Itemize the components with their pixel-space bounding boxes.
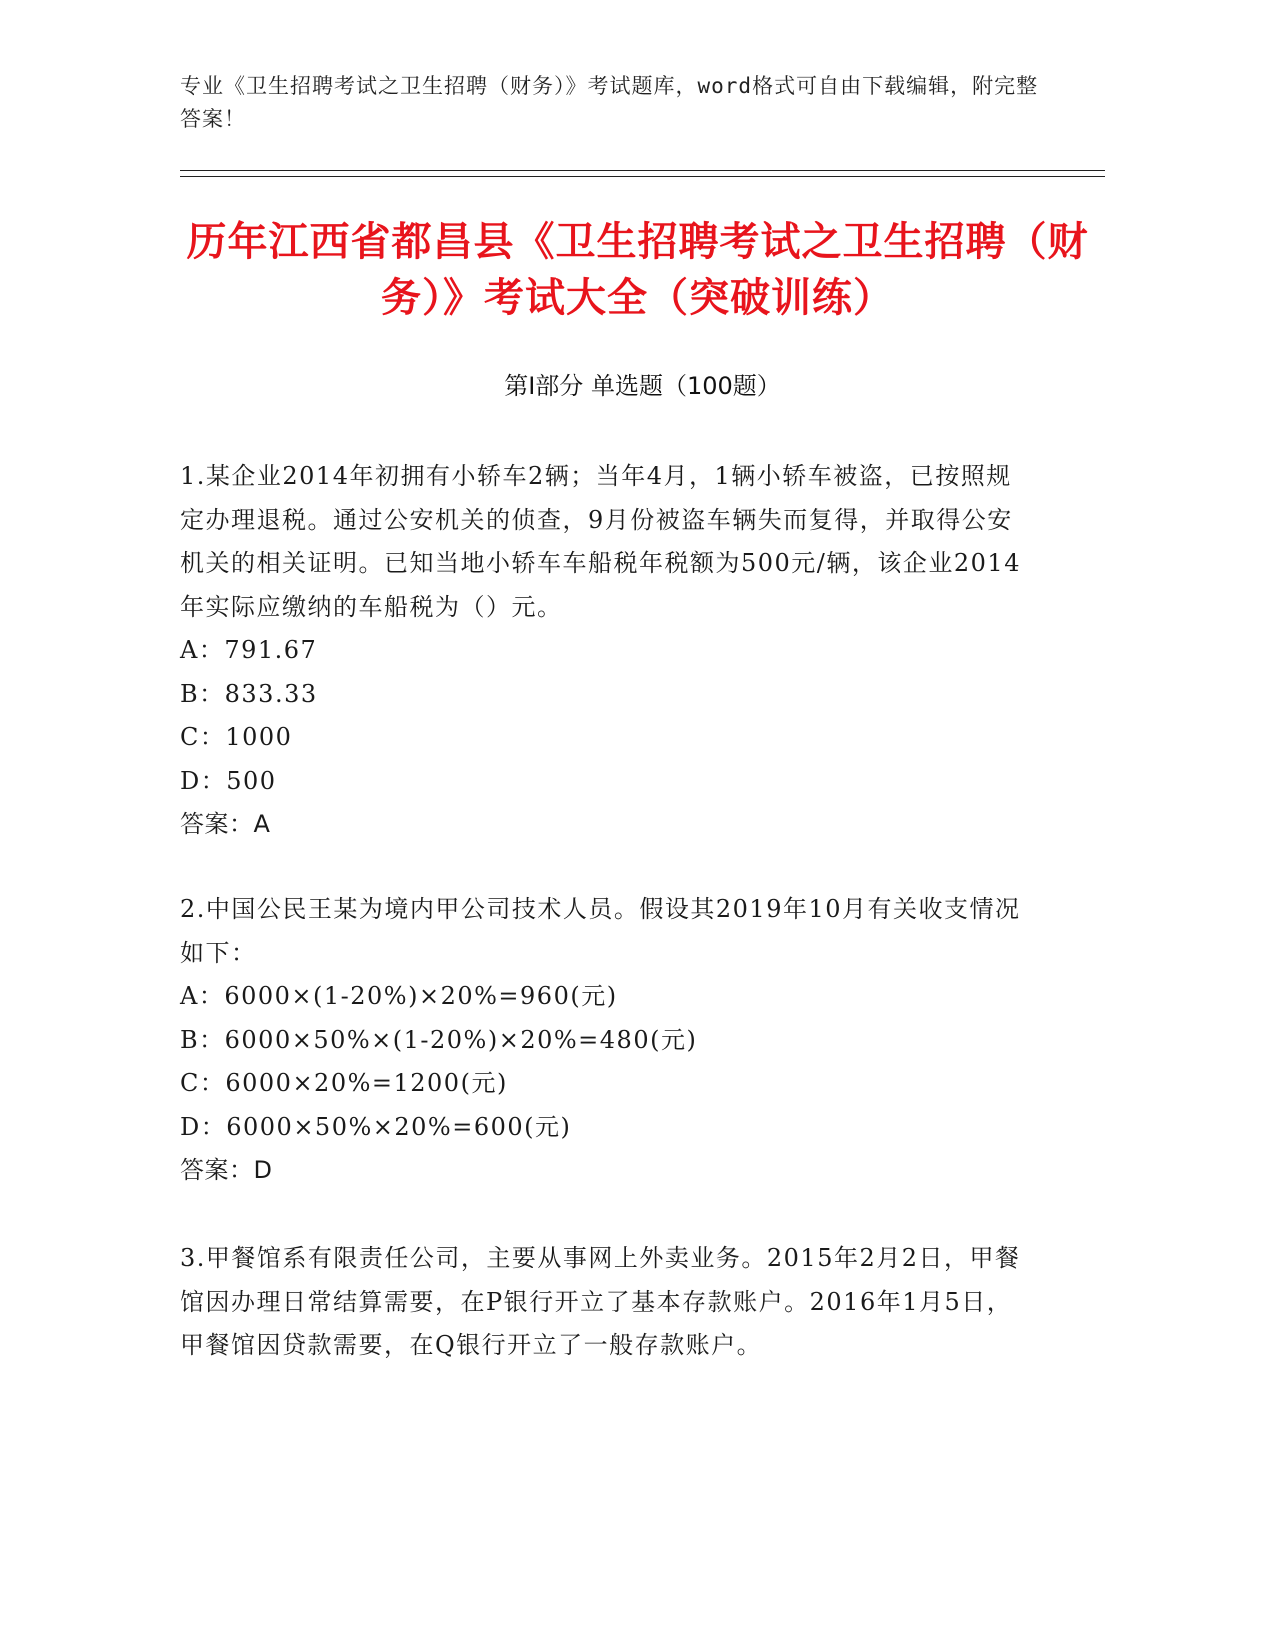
question-3 <box>180 1237 1030 1368</box>
option-a: A：791.67 <box>180 636 318 664</box>
document-title: 历年江西省都昌县《卫生招聘考试之卫生招聘（财务）》考试大全（突破训练） <box>186 219 1089 321</box>
option-a: A：6000×(1-20%)×20%=960(元) <box>180 982 618 1010</box>
header-rule-bottom <box>180 176 1105 177</box>
option-d: D：500 <box>180 766 277 795</box>
header-note: 专业《卫生招聘考试之卫生招聘（财务）》考试题库，word格式可自由下载编辑，附完整答案！ <box>180 74 1039 131</box>
option-b: B：6000×50%×(1-20%)×20%=480(元) <box>180 1025 698 1054</box>
option-c: C：1000 <box>180 723 293 751</box>
option-b: B：833.33 <box>180 679 318 708</box>
option-c: C：6000×20%=1200(元) <box>180 1069 508 1097</box>
section-title: 第I部分 单选题（100题） <box>504 372 781 400</box>
question-text: 2.中国公民王某为境内甲公司技术人员。假设其2019年10月有关收支情况如下： <box>180 895 1021 967</box>
header-rule-top <box>180 170 1105 171</box>
question-2 <box>180 888 1030 1193</box>
answer: 答案：D <box>180 1156 273 1184</box>
question-1 <box>180 455 1030 847</box>
question-text: 1.某企业2014年初拥有小轿车2辆；当年4月，1辆小轿车被盗，已按照规定办理退税。通过公安机关的侦查，9月份被盗车辆失而复得，并取得公安机关的相关证明。已知当地小轿车车船税年税额为500元/辆，该企业2014年实际应缴纳的车船税为（）元。 <box>180 462 1021 621</box>
question-text: 3.甲餐馆系有限责任公司，主要从事网上外卖业务。2015年2月2日，甲餐馆因办理日常结算需要，在P银行开立了基本存款账户。2016年1月5日，甲餐馆因贷款需要，在Q银行开立了一般存款账户。 <box>180 1244 1021 1359</box>
answer: 答案：A <box>180 810 271 838</box>
option-d: D：6000×50%×20%=600(元) <box>180 1112 572 1141</box>
